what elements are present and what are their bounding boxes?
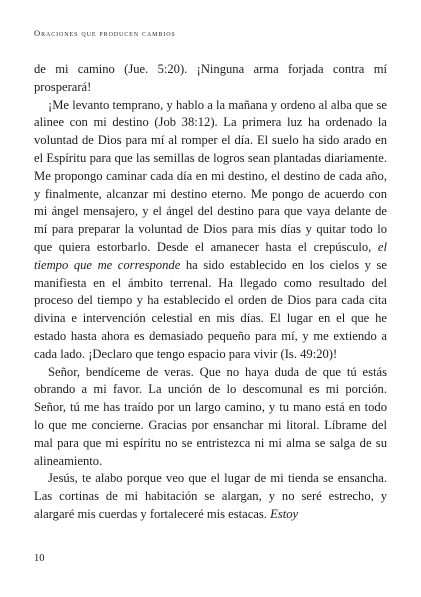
running-header: Oraciones que producen cambios (34, 28, 176, 38)
text-run: de mi camino (Jue. 5:20). ¡Ninguna arma forjada contra mí prosperará! (34, 62, 387, 94)
paragraph-praise (34, 470, 387, 523)
paragraph-continuation (34, 61, 387, 97)
page-number: 10 (34, 553, 45, 564)
paragraph-blessing (34, 364, 387, 471)
text-run: Jesús, te alabo porque veo que el lugar de mi tienda se ensancha. Las cortinas de mi habitación se alargan, y no seré estrecho, y alargaré mis cuerdas y fortaleceré mis estacas. (34, 471, 387, 521)
text-run: ha sido establecido en los cielos y se manifiesta en el ámbito terrenal. Ha llegado como resultado del proceso del tiempo y ha establecido el orden de Dios para cada cita divina e intervención celestial en mis días. El lugar en el que he estado hasta ahora es demasiado pequeño para mí, y me extiendo a cada lado. ¡Declaro que tengo espacio para vivir (Is. 49:20)! (34, 257, 387, 361)
italic-phrase: el tiempo que me corresponde (34, 239, 387, 272)
text-run: Señor, bendíceme de veras. Que no haya duda de que tú estás obrando a mi favor. La unción de lo descomunal es mi porción. Señor, tú me has traído por un largo camino, y tu mano está en todo lo que me concierne. Gracias por ensanchar mi litoral. Líbrame del mal para que mi espíritu no se entristezca ni mi alma se salga de su alineamiento. (34, 364, 387, 468)
paragraph-morning-declaration (34, 97, 387, 364)
body-text (34, 61, 387, 524)
italic-phrase: Estoy (270, 506, 299, 521)
text-run: ¡Me levanto temprano, y hablo a la mañana y ordeno al alba que se alinee con mi destino (Job 38:12). La primera luz ha ordenado la voluntad de Dios para mí al romper el día. El suelo ha sido arado en el Espíritu para que las semillas de logros sean plantadas diariamente. Me propongo caminar cada día en mi destino, el destino de cada año, y finalmente, alcanzar mi destino eterno. Me pongo de acuerdo con mi ángel mensajero, y el ángel del destino para que vaya delante de mí para preparar la voluntad de Dios para mis días y quitar todo lo que quiera estorbarlo. Desde el amanecer hasta el crepúsculo, (34, 97, 387, 254)
